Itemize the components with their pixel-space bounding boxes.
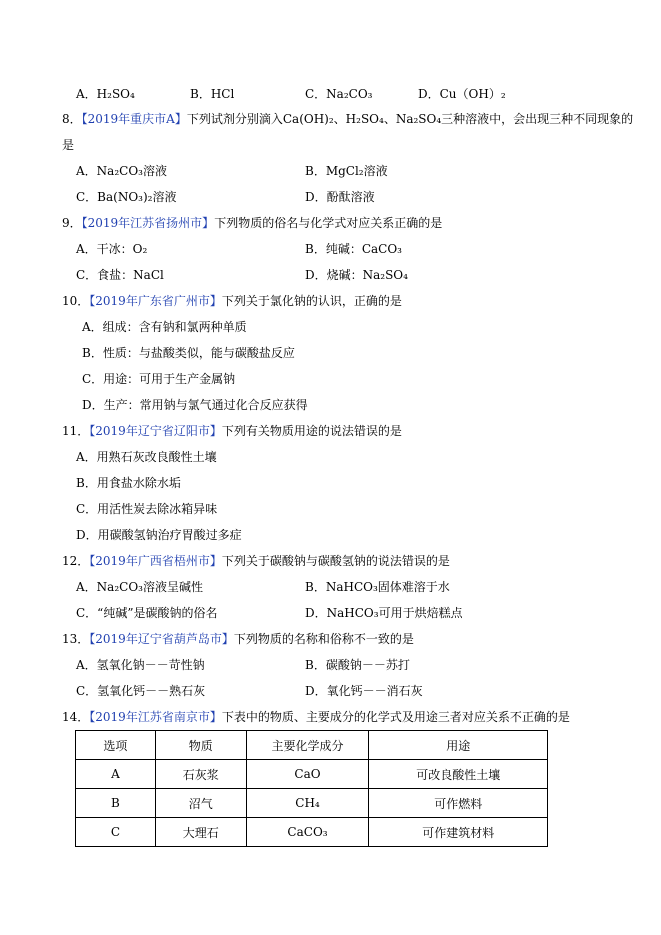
question-13-stem <box>62 631 414 647</box>
q8-option-b: B．MgCl₂溶液 <box>305 164 388 178</box>
table-cell: 沼气 <box>155 789 246 818</box>
q10-option-d: D．生产：常用钠与氯气通过化合反应获得 <box>82 398 308 412</box>
table-header-cell: 物质 <box>155 731 246 760</box>
question-number: 13． <box>62 632 90 646</box>
question-11-stem <box>62 423 402 439</box>
question-text: 下列物质的名称和俗称不一致的是 <box>233 632 414 646</box>
q7-option-a: A．H₂SO₄ <box>76 87 135 101</box>
q13-option-a: A．氢氧化钠－－苛性钠 <box>76 658 205 672</box>
question-number: 8． <box>62 112 82 126</box>
q9-option-c: C．食盐：NaCl <box>76 268 164 282</box>
table-cell: CH₄ <box>246 789 369 818</box>
q8-option-d: D．酚酞溶液 <box>305 190 375 204</box>
table-header-cell: 主要化学成分 <box>246 731 369 760</box>
question-number: 12． <box>62 554 90 568</box>
q12-option-a: A．Na₂CO₃溶液呈碱性 <box>76 580 203 594</box>
question-text: 下列试剂分别滴入Ca(OH)₂、H₂SO₄、Na₂SO₄三种溶液中，会出现三种不同现象的 <box>186 112 634 126</box>
question-number: 11． <box>62 424 90 438</box>
question-source: 【2019年江苏省南京市】 <box>89 710 222 724</box>
table-header-row <box>76 731 548 760</box>
q7-option-b: B．HCl <box>190 87 235 101</box>
q11-option-d: D．用碳酸氢钠治疗胃酸过多症 <box>76 528 242 542</box>
q12-option-d: D．NaHCO₃可用于烘焙糕点 <box>305 606 463 620</box>
question-8-stem <box>62 111 633 127</box>
table-cell: 大理石 <box>155 818 246 847</box>
q7-option-d: D．Cu（OH）₂ <box>418 87 506 101</box>
table-cell: CaCO₃ <box>246 818 369 847</box>
table-cell: CaO <box>246 760 369 789</box>
question-source: 【2019年辽宁省葫芦岛市】 <box>89 632 234 646</box>
q8-option-c: C．Ba(NO₃)₂溶液 <box>76 190 177 204</box>
q9-option-b: B．纯碱：CaCO₃ <box>305 242 402 256</box>
question-text: 下列物质的俗名与化学式对应关系正确的是 <box>214 216 443 230</box>
table-header-cell: 用途 <box>369 731 548 760</box>
answer-table <box>75 730 548 847</box>
question-source: 【2019年重庆市A】 <box>81 112 187 126</box>
table-row <box>76 818 548 847</box>
q7-option-c: C．Na₂CO₃ <box>305 87 373 101</box>
q10-option-c: C．用途：可用于生产金属钠 <box>82 372 236 386</box>
question-12-stem <box>62 553 450 569</box>
table-cell: B <box>76 789 156 818</box>
table-cell: 石灰浆 <box>155 760 246 789</box>
question-number: 9． <box>62 216 82 230</box>
question-text: 下列关于碳酸钠与碳酸氢钠的说法错误的是 <box>221 554 450 568</box>
table-cell: 可作建筑材料 <box>369 818 548 847</box>
question-text: 下列关于氯化钠的认识，正确的是 <box>221 294 402 308</box>
q11-option-a: A．用熟石灰改良酸性土壤 <box>76 450 217 464</box>
q13-option-c: C．氢氧化钙－－熟石灰 <box>76 684 206 698</box>
question-source: 【2019年江苏省扬州市】 <box>81 216 215 230</box>
table-cell: 可作燃料 <box>369 789 548 818</box>
q13-option-d: D．氧化钙－－消石灰 <box>305 684 423 698</box>
question-9-stem <box>62 215 442 231</box>
table-row <box>76 789 548 818</box>
q12-option-b: B．NaHCO₃固体难溶于水 <box>305 580 450 594</box>
question-10-stem <box>62 293 402 309</box>
question-14-stem <box>62 709 570 725</box>
question-number: 10． <box>62 294 90 308</box>
table-row <box>76 760 548 789</box>
q8-option-a: A．Na₂CO₃溶液 <box>76 164 167 178</box>
question-source: 【2019年广西省梧州市】 <box>89 554 222 568</box>
q11-option-b: B．用食盐水除水垢 <box>76 476 181 490</box>
table-cell: 可改良酸性土壤 <box>369 760 548 789</box>
table-cell: C <box>76 818 156 847</box>
question-source: 【2019年辽宁省辽阳市】 <box>89 424 222 438</box>
question-8-stem-cont: 是 <box>62 138 75 152</box>
q12-option-c: C．“纯碱”是碳酸钠的俗名 <box>76 606 218 620</box>
question-number: 14． <box>62 710 90 724</box>
table-header-cell: 选项 <box>76 731 156 760</box>
q11-option-c: C．用活性炭去除冰箱异味 <box>76 502 218 516</box>
q13-option-b: B．碳酸钠－－苏打 <box>305 658 410 672</box>
q9-option-d: D．烧碱：Na₂SO₄ <box>305 268 408 282</box>
question-text: 下列有关物质用途的说法错误的是 <box>221 424 402 438</box>
q10-option-b: B．性质：与盐酸类似，能与碳酸盐反应 <box>82 346 295 360</box>
q10-option-a: A．组成：含有钠和氯两种单质 <box>82 320 247 334</box>
q9-option-a: A．干冰：O₂ <box>76 242 148 256</box>
question-source: 【2019年广东省广州市】 <box>89 294 222 308</box>
table-cell: A <box>76 760 156 789</box>
question-text: 下表中的物质、主要成分的化学式及用途三者对应关系不正确的是 <box>221 710 570 724</box>
